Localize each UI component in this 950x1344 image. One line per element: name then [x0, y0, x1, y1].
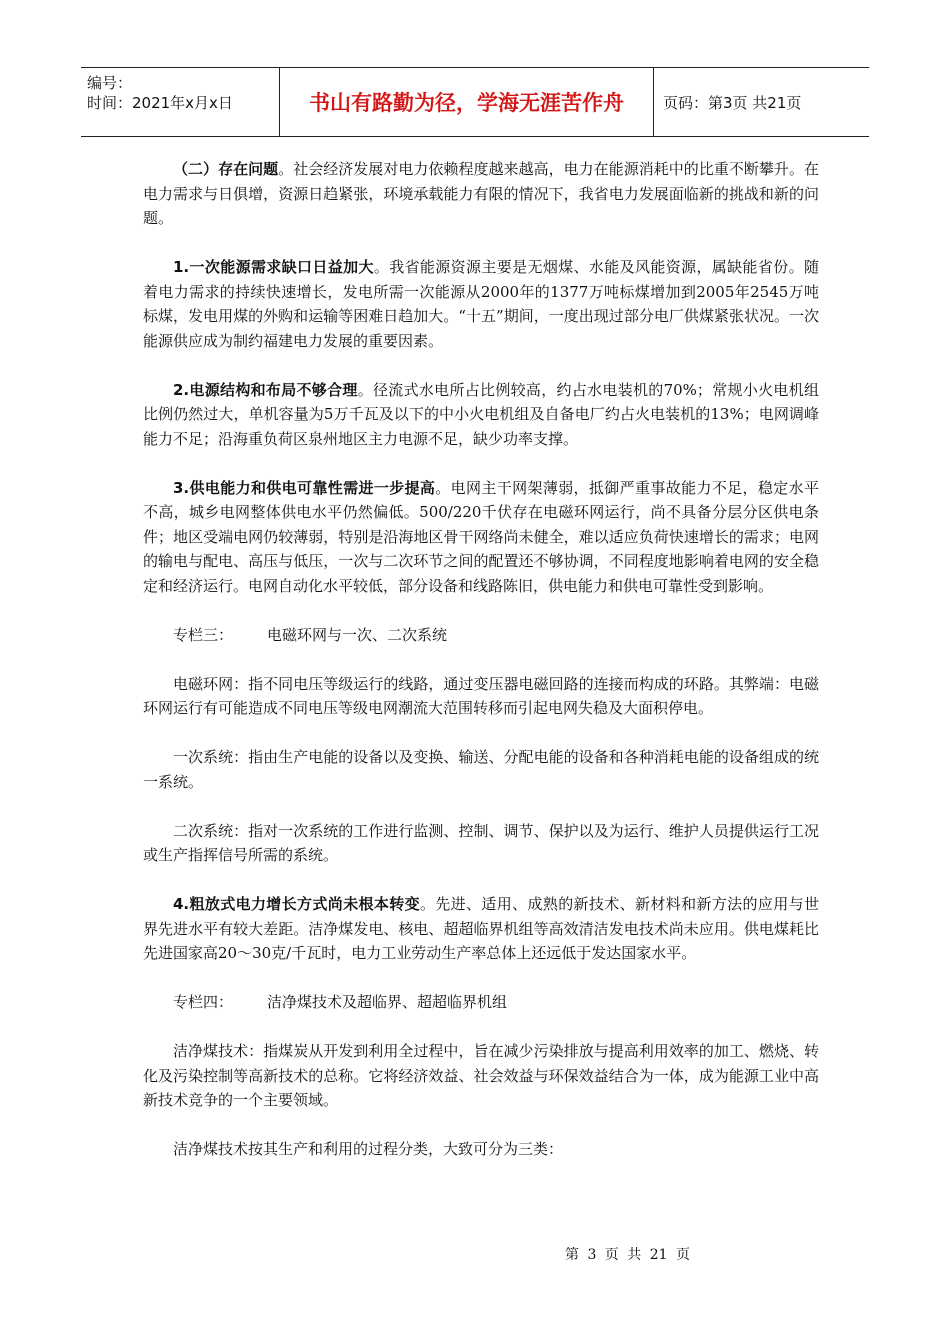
- code-label: 编号：: [87, 74, 133, 92]
- paragraph-text: 。社会经济发展对电力依赖程度越来越高，电力在能源消耗中的比重不断攀升。在电力需求与日俱增，资源日趋紧张，环境承载能力有限的情况下，我省电力发展面临新的挑战和新的问题。: [143, 160, 819, 227]
- column-three-title: [143, 623, 819, 648]
- section-heading: （二）存在问题: [173, 160, 279, 178]
- paragraph-clean-coal-classes: 洁净煤技术按其生产和利用的过程分类，大致可分为三类：: [173, 1140, 564, 1158]
- section-heading: 3.供电能力和供电可靠性需进一步提高: [173, 478, 436, 497]
- paragraph-secondary-system: 二次系统：指对一次系统的工作进行监测、控制、调节、保护以及为运行、维护人员提供运行工况或生产指挥信号所需的系统。: [143, 821, 819, 864]
- paragraph-text: 。电网主干网架薄弱，抵御严重事故能力不足，稳定水平不高，城乡电网整体供电水平仍然偏低。500/220千伏存在电磁环网运行，尚不具备分层分区供电条件；地区受端电网仍较薄弱，特别是沿海地区骨干网络尚未健全，难以适应负荷快速增长的需求；电网的输电与配电、高压与低压，一次与二次环节之间的配置还不够协调，不同程度地影响着电网的安全稳定和经济运行。电网自动化水平较低，部分设备和线路陈旧，供电能力和供电可靠性受到影响。: [143, 478, 819, 595]
- section-heading: 4.粗放式电力增长方式尚未根本转变: [173, 895, 420, 913]
- paragraph-growth-mode: [143, 892, 819, 966]
- paragraph-power-structure: [143, 378, 819, 452]
- column-title: 电磁环网与一次、二次系统: [267, 625, 448, 644]
- column-four-title: [143, 990, 819, 1015]
- paragraph-text: 。我省能源资源主要是无烟煤、水能及风能资源，属缺能省份。随着电力需求的持续快速增长，发电所需一次能源从2000年的1377万吨标煤增加到2005年2545万吨标煤，发电用煤的外购和运输等困难日趋加大。“十五”期间，一度出现过部分电厂供煤紧张状况。一次能源供应成为制约福建电力发展的重要因素。: [143, 258, 819, 350]
- paragraph-supply-reliability: [143, 476, 819, 599]
- time-label: 时间：2021年x月x日: [87, 94, 233, 112]
- paragraph-text: 。先进、适用、成熟的新技术、新材料和新方法的应用与世界先进水平有较大差距。洁净煤发电、核电、超超临界机组等高效清洁发电技术尚未应用。供电煤耗比先进国家高20～30克/千瓦时，电力工业劳动生产率总体上还远低于发达国家水平。: [143, 895, 819, 962]
- paragraph-electromagnetic-loop: 电磁环网：指不同电压等级运行的线路，通过变压器电磁回路的连接而构成的环路。其弊端：电磁环网运行有可能造成不同电压等级电网潮流大范围转移而引起电网失稳及大面积停电。: [143, 674, 819, 717]
- paragraph-energy-gap: [143, 255, 819, 353]
- header-meta: [81, 68, 280, 136]
- page-header: [81, 67, 869, 137]
- paragraph-problems-intro: [143, 157, 819, 231]
- section-heading: 2.电源结构和布局不够合理: [173, 380, 358, 399]
- paragraph-text: 。径流式水电所占比例较高，约占水电装机的70%；常规小火电机组比例仍然过大，单机容量为5万千瓦及以下的中小火电机组及自备电厂约占火电装机的13%；电网调峰能力不足；沿海重负荷区泉州地区主力电源不足，缺少功率支撑。: [143, 380, 820, 448]
- header-page-info: 页码：第3页 共21页: [663, 93, 802, 112]
- paragraph-clean-coal: 洁净煤技术：指煤炭从开发到利用全过程中，旨在减少污染排放与提高利用效率的加工、燃烧、转化及污染控制等高新技术的总称。它将经济效益、社会效益与环保效益结合为一体，成为能源工业中高新技术竞争的一个主要领域。: [143, 1042, 819, 1109]
- document-body: [143, 157, 819, 1186]
- header-motto: 书山有路勤为径，学海无涯苦作舟: [280, 68, 654, 136]
- section-heading: 1.一次能源需求缺口日益加大: [173, 258, 374, 276]
- column-label: 专栏四：: [173, 993, 234, 1011]
- column-label: 专栏三：: [173, 625, 234, 644]
- paragraph-primary-system: 一次系统：指由生产电能的设备以及变换、输送、分配电能的设备和各种消耗电能的设备组成的统一系统。: [143, 748, 819, 791]
- column-title: 洁净煤技术及超临界、超超临界机组: [267, 993, 508, 1011]
- page-footer: 第 3 页 共 21 页: [565, 1247, 690, 1263]
